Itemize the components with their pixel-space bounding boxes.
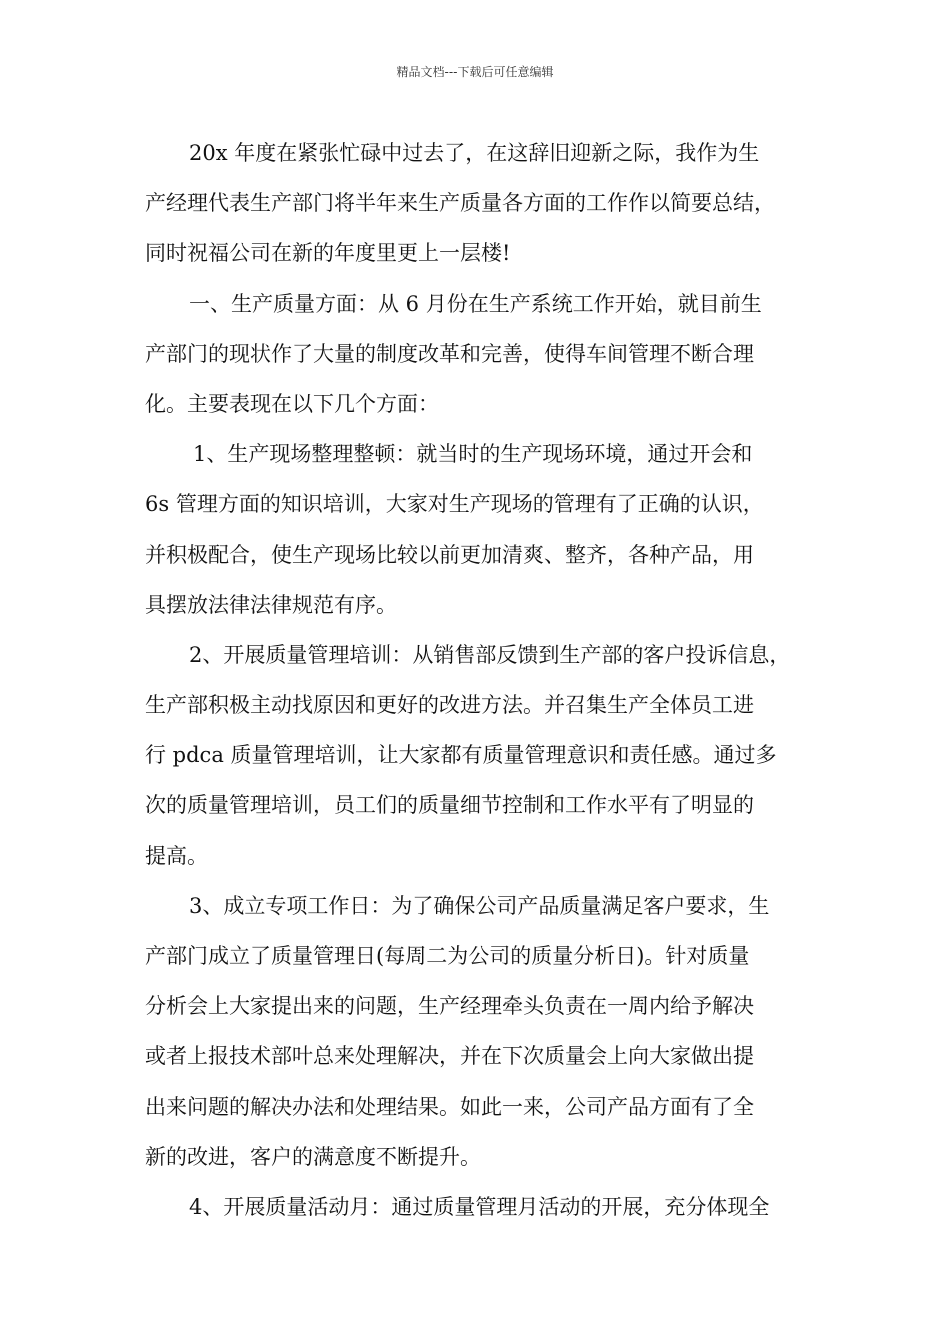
text-line: 1、生产现场整理整顿：就当时的生产现场环境，通过开会和	[193, 442, 753, 467]
text-line: 出来问题的解决办法和处理结果。如此一来，公司产品方面有了全	[145, 1094, 754, 1119]
text-line: 或者上报技术部叶总来处理解决，并在下次质量会上向大家做出提	[145, 1044, 754, 1069]
text-line: 同时祝福公司在新的年度里更上一层楼!	[145, 241, 511, 266]
text-line: 4、开展质量活动月：通过质量管理月活动的开展，充分体现全	[189, 1194, 770, 1219]
text-line: 产部门成立了质量管理日(每周二为公司的质量分析日)。针对质量	[145, 944, 750, 968]
text-line: 产经理代表生产部门将半年来生产质量各方面的工作作以简要总结，	[145, 191, 775, 216]
text-line: 生产部积极主动找原因和更好的改进方法。并召集生产全体员工进	[145, 693, 754, 718]
text-line: 产部门的现状作了大量的制度改革和完善，使得车间管理不断合理	[145, 341, 754, 366]
text-line: 6s 管理方面的知识培训，大家对生产现场的管理有了正确的认识，	[145, 492, 764, 517]
text-line: 行 pdca 质量管理培训，让大家都有质量管理意识和责任感。通过多	[145, 743, 777, 768]
text-line: 具摆放法律法律规范有序。	[145, 592, 397, 617]
text-line: 次的质量管理培训，员工们的质量细节控制和工作水平有了明显的	[145, 793, 754, 818]
text-line: 分析会上大家提出来的问题，生产经理牵头负责在一周内给予解决	[145, 994, 754, 1019]
text-line: 2、开展质量管理培训：从销售部反馈到生产部的客户投诉信息，	[189, 642, 791, 667]
document-body	[145, 128, 815, 1232]
text-line: 并积极配合，使生产现场比较以前更加清爽、整齐，各种产品，用	[145, 542, 754, 567]
text-line: 提高。	[145, 843, 208, 868]
text-line: 3、成立专项工作日：为了确保公司产品质量满足客户要求，生	[189, 893, 770, 918]
text-line: 新的改进，客户的满意度不断提升。	[145, 1144, 481, 1169]
text-line: 20x 年度在紧张忙碌中过去了，在这辞旧迎新之际，我作为生	[189, 141, 760, 165]
text-line: 一、生产质量方面：从 6 月份在生产系统工作开始，就目前生	[189, 291, 762, 316]
text-line: 化。主要表现在以下几个方面：	[145, 391, 439, 416]
page-header: 精品文档---下载后可任意编辑	[396, 65, 554, 79]
